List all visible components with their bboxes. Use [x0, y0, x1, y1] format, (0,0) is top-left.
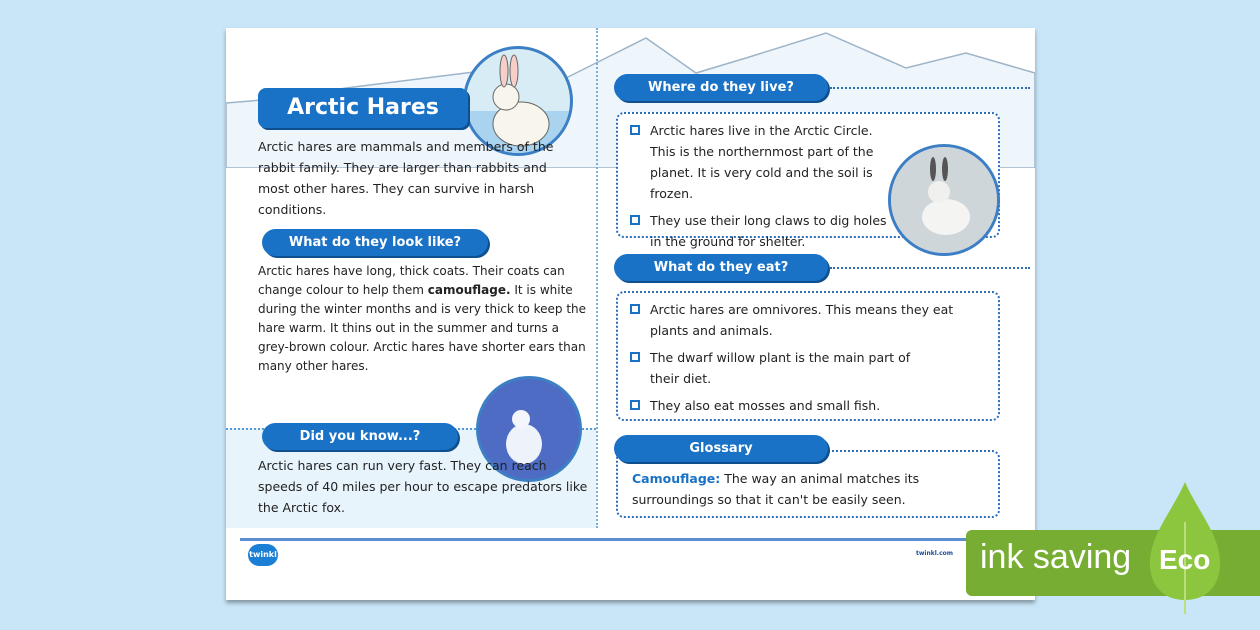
eat-item: [630, 299, 978, 341]
heading-look: What do they look like?: [262, 229, 488, 256]
heading-glossary: Glossary: [614, 435, 828, 462]
did-you-know-text: Arctic hares can run very fast. They can reach speeds of 40 miles per hour to escape predators like the Arctic fox.: [258, 458, 588, 515]
live-item-text: Arctic hares live in the Arctic Circle. This is the northernmost part of the planet. It is very cold and the soil is frozen.: [650, 123, 874, 201]
worksheet-page: [226, 28, 1035, 600]
eco-label: Eco: [1159, 544, 1211, 575]
heading-eat: What do they eat?: [614, 254, 828, 281]
eat-item-text: They also eat mosses and small fish.: [650, 398, 881, 413]
intro-text: Arctic hares are mammals and members of the rabbit family. They are larger than rabbits and most other hares. They can survive in harsh conditions.: [258, 139, 554, 217]
checkbox-bullet-icon: [630, 400, 640, 410]
checkbox-bullet-icon: [630, 352, 640, 362]
eat-item: [630, 347, 930, 389]
eat-box: [616, 291, 1000, 421]
heading-live: Where do they live?: [614, 74, 828, 101]
live-item: [630, 210, 888, 252]
live-item-text: They use their long claws to dig holes in the ground for shelter.: [650, 213, 887, 249]
live-item: [630, 120, 888, 204]
look-text-part: It is white during the winter months and is very thick to keep the hare warm. It thins out in the summer and turns a grey-brown colour. Arctic hares have shorter ears than many other hares.: [258, 283, 587, 373]
heading-did-you-know: Did you know...?: [262, 423, 458, 450]
checkbox-bullet-icon: [630, 125, 640, 135]
eat-item: [630, 395, 978, 416]
hare-photo-circle: [888, 144, 1000, 256]
ink-saving-label: ink saving: [980, 538, 1132, 576]
camouflage-term: camouflage.: [427, 283, 511, 297]
twinkl-logo: twinkl: [248, 544, 278, 566]
footer-divider: [240, 538, 1030, 541]
look-text-part: Arctic hares have long, thick coats. Their coats can change colour to help them: [258, 264, 565, 297]
footer-url: twinkl.com: [916, 550, 953, 557]
checkbox-bullet-icon: [630, 215, 640, 225]
eat-item-text: Arctic hares are omnivores. This means they eat plants and animals.: [650, 302, 954, 338]
checkbox-bullet-icon: [630, 304, 640, 314]
page-title: Arctic Hares: [258, 88, 468, 128]
glossary-definition: The way an animal matches its surroundings so that it can't be easily seen.: [632, 471, 920, 507]
glossary-text: [632, 468, 962, 510]
dotted-line: [830, 87, 1030, 89]
column-divider: [596, 28, 598, 528]
eat-item-text: The dwarf willow plant is the main part of their diet.: [650, 350, 911, 386]
arctic-hare-photo: [891, 147, 997, 253]
dotted-line: [830, 267, 1030, 269]
glossary-term: Camouflage:: [632, 471, 721, 486]
